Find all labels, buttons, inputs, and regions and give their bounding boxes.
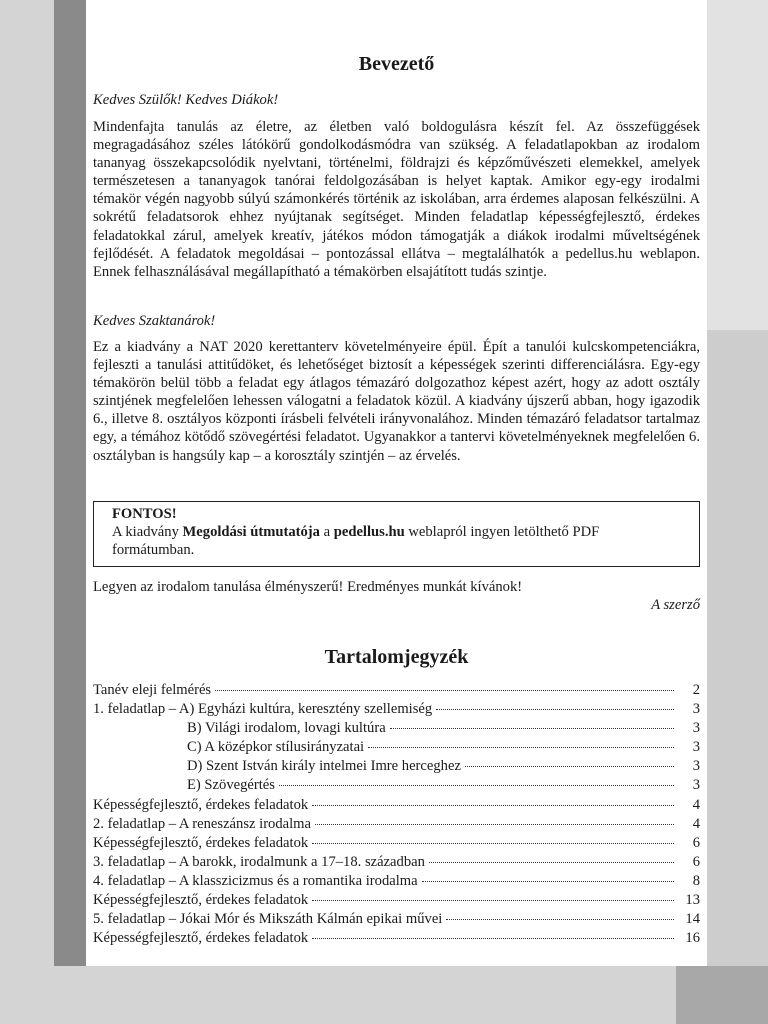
intro-paragraph-2: Ez a kiadvány a NAT 2020 kerettanterv követelményeire épül. Épít a tanulói kulcskompetenciákra, fejleszti a tanulási attitűdöket, és lehetőséget biztosít a képességek szerinti differenciálásra. Egy-egy témakörön belül több a feladat egy átlagos témazáró dolgozathoz képest azért, hogy az adott osztály szintjének megfelelően lehessen válogatni a feladatok közül. A kiadvány újszerű abban, hogy igazodik 6., illetve 8. osztályos központi írásbeli felvételi irányvonalához. Minden témazáró feladatsor tartalmaz egy, a témához kötődő szövegértési feladatot. Ugyanakkor a tantervi követelményeknek megfelelően 6. osztályban is hangsúly kap – a korosztály szintjén – az érvelés. [93,339,700,464]
intro-paragraph-1: Mindenfajta tanulás az életre, az életben való boldogulásra készít fel. Az összefüggések megragadásához széles látókörű gondolkodásmódra van szükség. A feladatlapokban az irodalom tananyag összekapcsolódik nyelvtani, történelmi, földrajzi és képzőművészeti elemekkel, amelyek természetesen a tananyagok tanórai feldolgozásában is helyet kaptak. Amikor egy-egy irodalmi témakör végén nagyobb súlyú számonkérés történik az iskolában, arra érdemes alaposan felkészülni. A sokrétű feladatsorok ehhez nyújtanak segítséget. Minden feladatlap képességfejlesztő, érdekes feladatokkal zárul, amelyek kreatív, játékos módon támogatják a diákok irodalmi műveltségének fejlődését. A feladatok megoldásai – pontozással ellátva – megtalálhatók a pedellus.hu weblapon. Ennek felhasználásával megállapítható a témakörben elsajátított tudás szintje. [93,119,700,280]
toc-leader-dots [446,905,674,920]
toc-entry-page: 3 [692,758,700,775]
toc-entry-label: Képességfejlesztő, érdekes feladatok [93,930,309,947]
toc-entry-label: Képességfejlesztő, érdekes feladatok [93,892,309,909]
toc-entry-label: 4. feladatlap – A klasszicizmus és a romantika irodalma [93,872,418,889]
bottom-corner-block [676,966,768,1024]
notice-heading: FONTOS! [112,506,177,522]
left-binding-bar [54,0,86,966]
toc-entry-page: 3 [692,739,700,756]
greeting-teachers: Kedves Szaktanárok! [93,313,216,329]
toc-entry-page: 3 [692,777,700,794]
toc-entry-page: 4 [692,815,700,832]
toc-entry-label: E) Szövegértés [187,777,275,794]
toc-entry-page: 4 [692,796,700,813]
toc-leader-dots [429,848,674,863]
toc-leader-dots [312,791,674,806]
toc-entry-label: Képességfejlesztő, érdekes feladatok [93,834,309,851]
toc-leader-dots [312,924,674,939]
toc-leader-dots [279,771,674,786]
toc-entry-page: 14 [685,911,700,928]
toc-entry-label: 3. feladatlap – A barokk, irodalmunk a 17–18. században [93,853,425,870]
closing-text: Legyen az irodalom tanulása élményszerű! Eredményes munkát kívánok! [93,579,523,595]
notice-website: pedellus.hu [333,524,405,541]
toc-entry-page: 6 [692,834,700,851]
toc-leader-dots [368,733,674,748]
toc-entry-label: C) A középkor stílusirányzatai [187,739,365,756]
toc-entry-page: 2 [692,682,700,698]
toc-title: Tartalomjegyzék [324,646,469,668]
toc-entry-label: 5. feladatlap – Jókai Mór és Mikszáth Kálmán epikai művei [93,911,443,928]
toc-leader-dots [312,829,674,844]
toc-entry [93,927,700,946]
toc-entry-label: 1. feladatlap – A) Egyházi kultúra, keresztény szellemiség [93,701,433,718]
table-of-contents [93,679,700,946]
toc-entry-page: 13 [685,892,700,909]
toc-entry-label: D) Szent István király intelmei Imre herceghez [187,758,461,775]
notice-box [93,501,700,567]
toc-entry-page: 16 [685,930,700,947]
toc-entry-page: 3 [692,720,700,737]
toc-entry-label: 2. feladatlap – A reneszánsz irodalma [93,815,312,832]
toc-leader-dots [390,714,674,729]
greeting-parents: Kedves Szülők! Kedves Diákok! [93,92,279,108]
notice-text: A kiadvány Megoldási útmutatója a pedellus.hu weblapról ingyen letölthető PDF formátumban. [112,524,600,559]
toc-leader-dots [465,752,674,767]
toc-leader-dots [215,676,674,691]
toc-entry-label: B) Világi irodalom, lovagi kultúra [187,720,386,737]
toc-entry-page: 3 [692,701,700,718]
left-margin [0,0,54,1024]
toc-entry-label: Tanév eleji felmérés [93,682,212,698]
right-margin-upper [707,0,768,330]
notice-solution-guide: Megoldási útmutatója [182,524,320,541]
intro-title: Bevezető [358,53,435,75]
toc-leader-dots [422,867,674,882]
toc-entry-label: Képességfejlesztő, érdekes feladatok [93,796,309,813]
toc-leader-dots [315,810,674,825]
toc-leader-dots [312,886,674,901]
toc-leader-dots [436,695,674,710]
document-page [86,0,707,966]
toc-entry-page: 8 [692,872,700,889]
right-margin-lower [707,330,768,966]
toc-entry-page: 6 [692,853,700,870]
author-signature: A szerző [651,597,700,613]
